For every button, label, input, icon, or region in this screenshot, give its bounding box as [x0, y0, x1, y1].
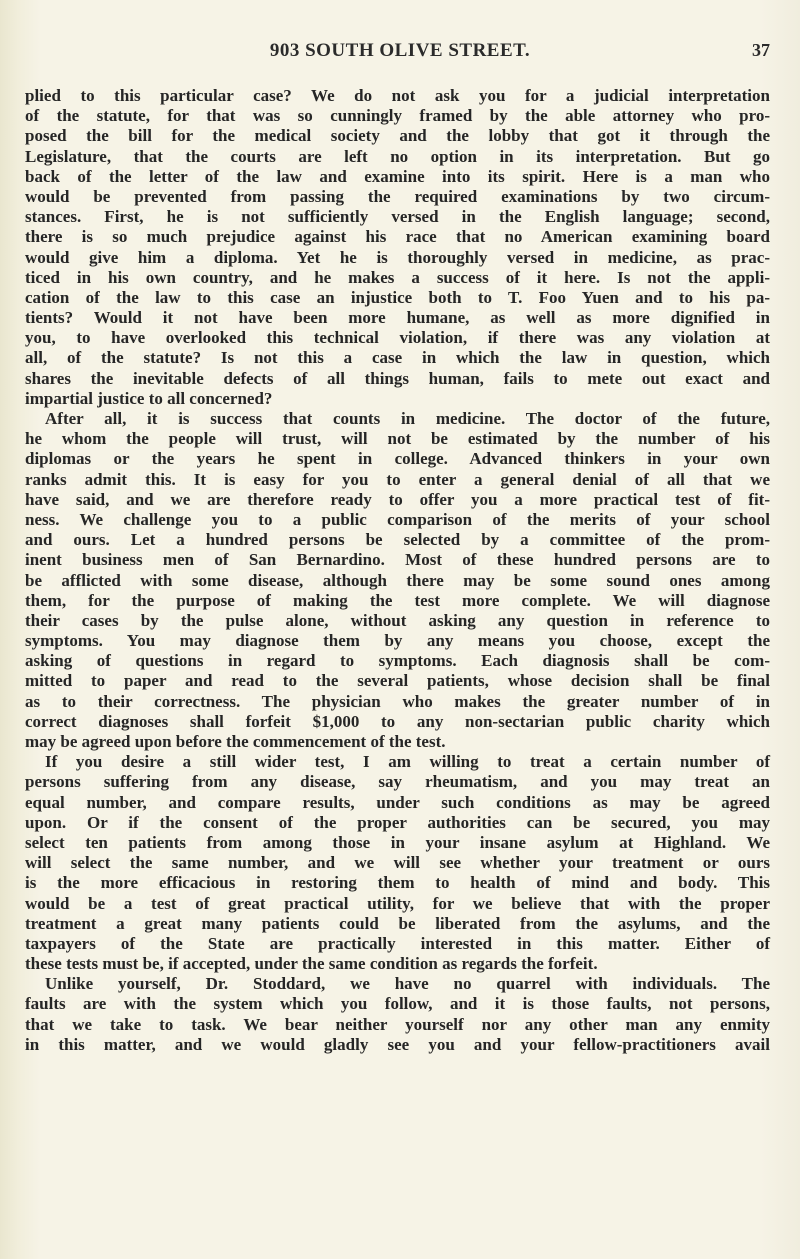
text-line: Legislature, that the courts are left no option in its interpretation. But go	[25, 146, 770, 166]
text-line: tients? Would it not have been more humane, as well as more dignified in	[25, 308, 770, 328]
text-line: persons suffering from any disease, say rheumatism, and you may treat an	[25, 772, 770, 792]
text-line: shares the inevitable defects of all things human, fails to mete out exact and	[25, 368, 770, 388]
page-number: 37	[752, 40, 770, 60]
page-header	[0, 40, 800, 66]
text-line: ticed in his own country, and he makes a success of it here. Is not the appli-	[25, 267, 770, 287]
text-line: would give him a diploma. Yet he is thoroughly versed in medicine, as prac-	[25, 247, 770, 267]
text-line: impartial justice to all concerned?	[25, 388, 273, 408]
text-line: If you desire a still wider test, I am willing to treat a certain number of	[45, 752, 770, 772]
text-line: there is so much prejudice against his race that no American examining board	[25, 227, 770, 247]
body-text	[25, 86, 770, 1055]
text-line: their cases by the pulse alone, without asking any question in reference to	[25, 610, 770, 630]
text-line: ness. We challenge you to a public comparison of the merits of your school	[25, 509, 770, 529]
text-line: is the more efficacious in restoring them to health of mind and body. This	[25, 873, 770, 893]
text-line: that we take to task. We bear neither yourself nor any other man any enmity	[25, 1014, 770, 1034]
text-line: as to their correctness. The physician who makes the greater number of in	[25, 691, 770, 711]
text-line: upon. Or if the consent of the proper authorities can be secured, you may	[25, 812, 770, 832]
text-line: faults are with the system which you follow, and it is those faults, not persons,	[25, 994, 770, 1014]
text-line: correct diagnoses shall forfeit $1,000 to any non-sectarian public charity which	[25, 711, 770, 731]
text-line: in this matter, and we would gladly see you and your fellow-practitioners avail	[25, 1034, 770, 1054]
text-line: ranks admit this. It is easy for you to enter a general denial of all that we	[25, 469, 770, 489]
text-line: After all, it is success that counts in medicine. The doctor of the future,	[45, 409, 770, 428]
text-line: of the statute, for that was so cunningly framed by the able attorney who pro-	[25, 106, 770, 126]
text-line: he whom the people will trust, will not be estimated by the number of his	[25, 429, 770, 449]
text-line: posed the bill for the medical society and the lobby that got it through the	[25, 126, 770, 146]
text-line: Unlike yourself, Dr. Stoddard, we have no quarrel with individuals. The	[45, 974, 770, 994]
text-line: equal number, and compare results, under such conditions as may be agreed	[25, 792, 770, 812]
text-line: treatment a great many patients could be liberated from the asylums, and the	[25, 913, 770, 933]
text-line: and ours. Let a hundred persons be selected by a committee of the prom-	[25, 530, 770, 550]
text-line: diplomas or the years he spent in college. Advanced thinkers in your own	[25, 449, 770, 469]
text-line: select ten patients from among those in your insane asylum at Highland. We	[25, 832, 770, 852]
text-line: them, for the purpose of making the test more complete. We will diagnose	[25, 590, 770, 610]
text-line: you, to have overlooked this technical violation, if there was any violation at	[25, 328, 770, 348]
running-title: 903 SOUTH OLIVE STREET.	[269, 40, 531, 61]
text-line: taxpayers of the State are practically interested in this matter. Either of	[25, 933, 770, 953]
text-line: would be prevented from passing the required examinations by two circum-	[25, 186, 770, 206]
text-line: may be agreed upon before the commencement of the test.	[25, 732, 446, 751]
text-line: have said, and we are therefore ready to offer you a more practical test of fit-	[25, 489, 770, 509]
text-line: symptoms. You may diagnose them by any means you choose, except the	[25, 631, 770, 651]
text-line: inent business men of San Bernardino. Most of these hundred persons are to	[25, 550, 770, 570]
text-line: plied to this particular case? We do not ask you for a judicial interpretation	[25, 86, 770, 105]
text-line: cation of the law to this case an injustice both to T. Foo Yuen and to his pa-	[25, 287, 770, 307]
text-line: back of the letter of the law and examine into its spirit. Here is a man who	[25, 166, 770, 186]
text-line: would be a test of great practical utility, for we believe that with the proper	[25, 893, 770, 913]
text-line: be afflicted with some disease, although there may be some sound ones among	[25, 570, 770, 590]
text-line: mitted to paper and read to the several patients, whose decision shall be final	[25, 671, 770, 691]
text-line: will select the same number, and we will see whether your treatment or ours	[25, 853, 770, 873]
text-line: stances. First, he is not sufficiently versed in the English language; second,	[25, 207, 770, 227]
text-line: all, of the statute? Is not this a case in which the law in question, which	[25, 348, 770, 368]
text-line: these tests must be, if accepted, under the same condition as regards the forfeit.	[25, 954, 598, 974]
text-line: asking of questions in regard to symptoms. Each diagnosis shall be com-	[25, 651, 770, 671]
